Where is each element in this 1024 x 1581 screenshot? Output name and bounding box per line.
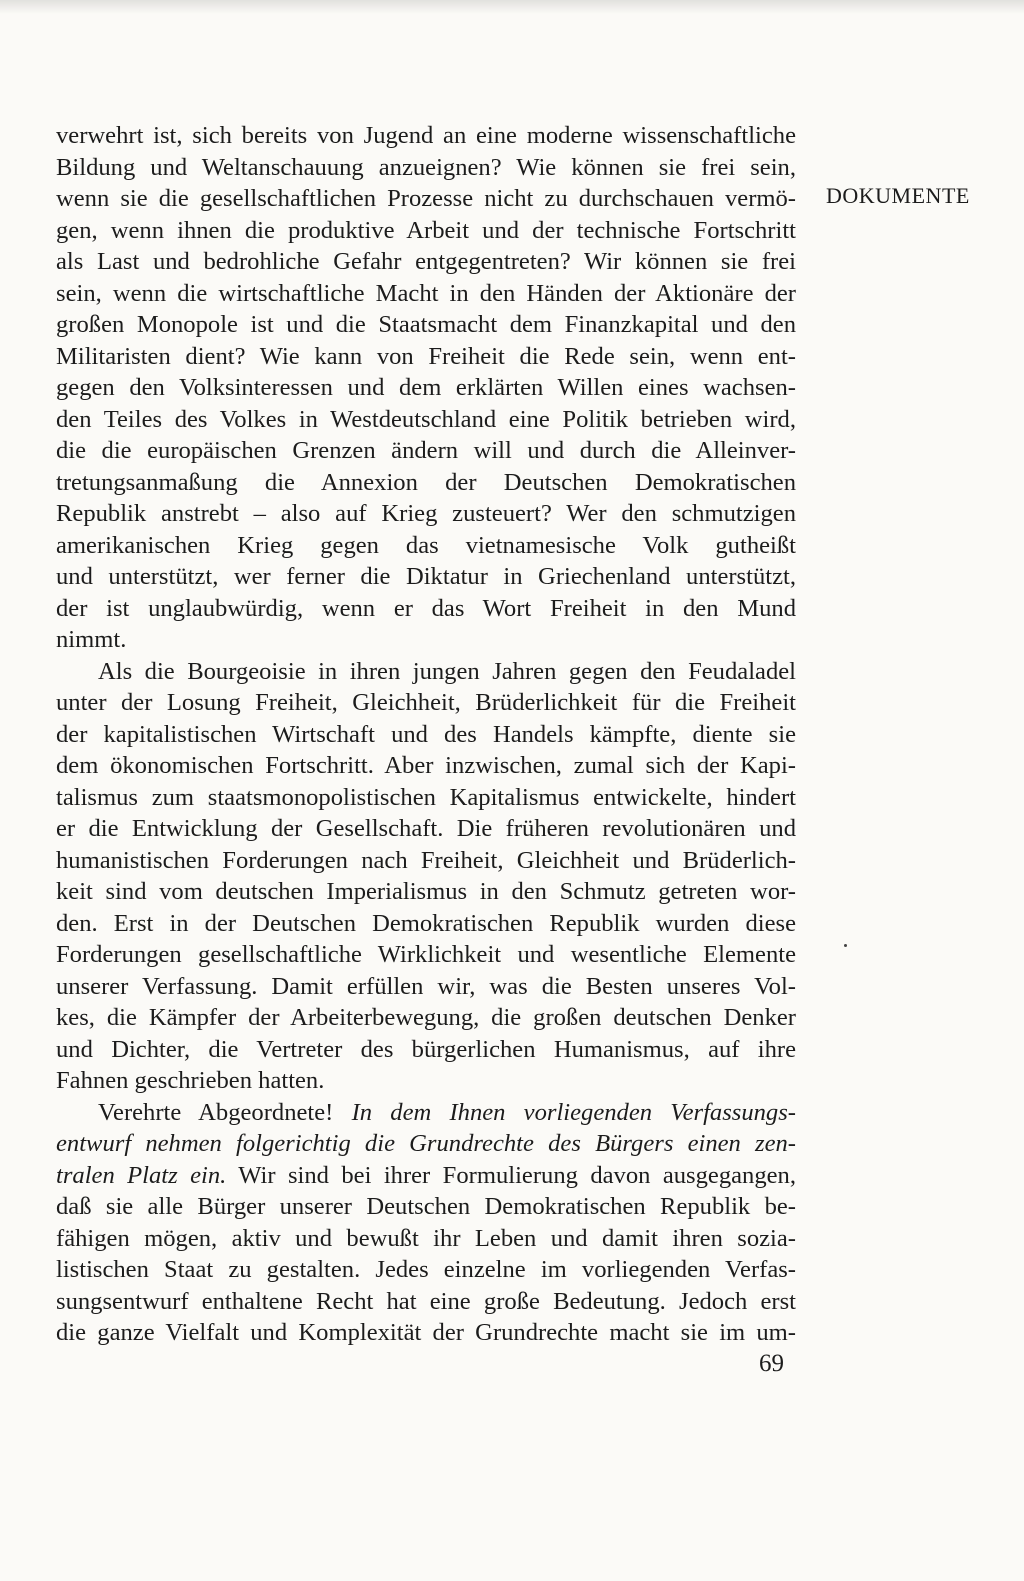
text-line: er die Entwicklung der Gesellschaft. Die früheren revolutionären und xyxy=(56,815,796,842)
text-line: Militaristen dient? Wie kann von Freiheit die Rede sein, wenn ent- xyxy=(56,342,796,370)
body-text xyxy=(56,120,796,1349)
text-line: gen, wenn ihnen die produktive Arbeit und der technische Fortschritt xyxy=(56,216,796,244)
emphasized-text: tralen Platz ein. xyxy=(56,1161,227,1189)
text-line: die die europäischen Grenzen ändern will und durch die Alleinver- xyxy=(56,437,796,464)
text-line xyxy=(56,1128,796,1160)
text-line: Bildung und Weltanschauung anzueignen? Wie können sie frei sein, xyxy=(56,153,796,181)
paragraph-1 xyxy=(56,120,796,656)
emphasized-text: In dem Ihnen vorliegenden Verfassungs- xyxy=(351,1098,796,1126)
text-line: unter der Losung Freiheit, Gleichheit, Brüderlichkeit für die Freiheit xyxy=(56,689,796,716)
text-line: keit sind vom deutschen Imperialismus in den Schmutz getreten wor- xyxy=(56,878,796,905)
emphasized-text: entwurf nehmen folgerichtig die Grundrechte des Bürgers einen zen- xyxy=(56,1130,796,1157)
text-line: großen Monopole ist und die Staatsmacht dem Finanzkapital und den xyxy=(56,311,796,338)
text-line: der kapitalistischen Wirtschaft und des Handels kämpfte, diente sie xyxy=(56,720,796,748)
paragraph-2 xyxy=(56,656,796,1097)
text-line: fähigen mögen, aktiv und bewußt ihr Leben und damit ihren sozia- xyxy=(56,1224,796,1252)
text-line: gegen den Volksinteressen und dem erklärten Willen eines wachsen- xyxy=(56,374,796,401)
text-line: den. Erst in der Deutschen Demokratischen Republik wurden diese xyxy=(56,909,796,937)
text-line: Fahnen geschrieben hatten. xyxy=(56,1067,325,1094)
text-line: Forderungen gesellschaftliche Wirklichkeit und wesentliche Elemente xyxy=(56,941,796,968)
text-line: Republik anstrebt – also auf Krieg zusteuert? Wer den schmutzigen xyxy=(56,500,796,527)
text-line: Als die Bourgeoisie in ihren jungen Jahren gegen den Feudaladel xyxy=(98,657,796,685)
text-line: wenn sie die gesellschaftlichen Prozesse nicht zu durchschauen vermö- xyxy=(56,185,796,212)
text-line: tretungsanmaßung die Annexion der Deutschen Demokratischen xyxy=(56,468,796,496)
page-number: 69 xyxy=(759,1350,784,1377)
paragraph-3 xyxy=(56,1097,796,1349)
text-line xyxy=(56,1160,796,1192)
text-line: und unterstützt, wer ferner die Diktatur in Griechenland unterstützt, xyxy=(56,563,796,590)
plain-text: Wir sind bei ihrer Formulierung davon ausgegangen, xyxy=(226,1161,796,1189)
text-line: sungsentwurf enthaltene Recht hat eine große Bedeutung. Jedoch erst xyxy=(56,1287,796,1315)
text-line: humanistischen Forderungen nach Freiheit, Gleichheit und Brüderlich- xyxy=(56,846,796,874)
text-line: amerikanischen Krieg gegen das vietnamesische Volk gutheißt xyxy=(56,531,796,559)
text-line: die ganze Vielfalt und Komplexität der Grundrechte macht sie im um- xyxy=(56,1319,796,1346)
text-line: kes, die Kämpfer der Arbeiterbewegung, die großen deutschen Denker xyxy=(56,1004,796,1031)
salutation-text: Verehrte Abgeordnete! xyxy=(98,1098,352,1126)
margin-section-label: DOKUMENTE xyxy=(826,183,970,208)
text-line: der ist unglaubwürdig, wenn er das Wort Freiheit in den Mund xyxy=(56,594,796,622)
text-line: als Last und bedrohliche Gefahr entgegentreten? Wir können sie frei xyxy=(56,248,796,275)
text-line: listischen Staat zu gestalten. Jedes einzelne im vorliegenden Verfas- xyxy=(56,1256,796,1283)
print-speck xyxy=(844,944,847,947)
text-line: verwehrt ist, sich bereits von Jugend an eine moderne wissenschaftliche xyxy=(56,122,796,149)
text-line: sein, wenn die wirtschaftliche Macht in den Händen der Aktionäre der xyxy=(56,279,796,307)
text-line: unserer Verfassung. Damit erfüllen wir, was die Besten unseres Vol- xyxy=(56,972,796,1000)
text-line: nimmt. xyxy=(56,626,127,653)
text-line: talismus zum staatsmonopolistischen Kapitalismus entwickelte, hindert xyxy=(56,783,796,811)
text-line: und Dichter, die Vertreter des bürgerlichen Humanismus, auf ihre xyxy=(56,1035,796,1063)
text-line: daß sie alle Bürger unserer Deutschen Demokratischen Republik be- xyxy=(56,1193,796,1220)
text-line: dem ökonomischen Fortschritt. Aber inzwischen, zumal sich der Kapi- xyxy=(56,752,796,779)
page-top-edge xyxy=(0,0,1024,14)
text-line xyxy=(56,1097,796,1129)
text-line: den Teiles des Volkes in Westdeutschland eine Politik betrieben wird, xyxy=(56,405,796,433)
